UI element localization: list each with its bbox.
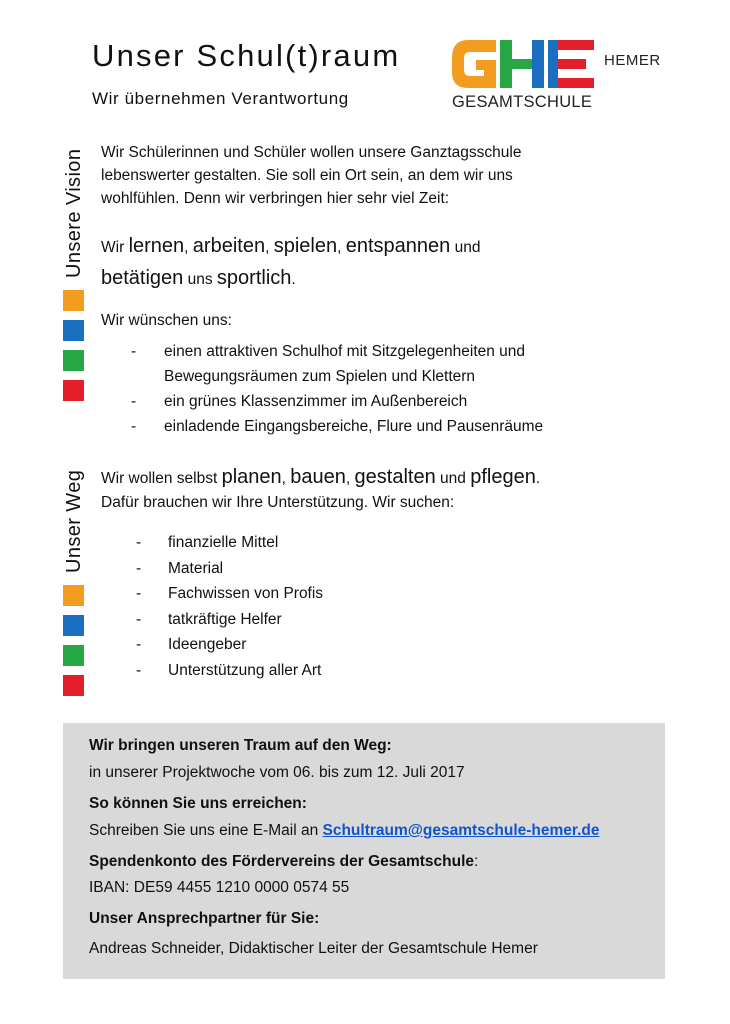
logo-letter-h	[500, 40, 544, 88]
activity-highlight: gestalten	[354, 466, 436, 488]
info-donation-heading-line	[89, 853, 478, 871]
info-heading-contact: So können Sie uns erreichen:	[89, 795, 307, 812]
red-square	[63, 380, 84, 401]
list-marker: -	[136, 610, 142, 628]
list-marker: -	[131, 393, 137, 410]
activity-word: uns	[187, 271, 213, 288]
list-item	[136, 530, 323, 556]
list-marker: -	[131, 418, 137, 435]
list-marker: -	[131, 343, 137, 360]
list-item-text: ein grünes Klassenzimmer im Außenbereich	[164, 393, 468, 410]
logo-letter-g	[452, 40, 496, 88]
separator: .	[291, 271, 296, 288]
vision-activities	[101, 231, 480, 295]
blue-square	[63, 615, 84, 636]
text-line: wohlfühlen. Denn wir verbringen hier sehr viel Zeit:	[101, 190, 450, 207]
info-heading-project: Wir bringen unseren Traum auf den Weg:	[89, 737, 392, 754]
weg-label: Unser Weg	[63, 469, 85, 573]
wish-list	[131, 339, 543, 439]
list-item	[131, 339, 543, 389]
list-item	[136, 556, 323, 582]
activity-word: Wir	[101, 239, 125, 256]
separator: ,	[345, 470, 351, 487]
list-item	[136, 581, 323, 607]
info-person: Andreas Schneider, Didaktischer Leiter der Gesamtschule Hemer	[89, 940, 538, 957]
activity-word: und	[440, 470, 466, 487]
list-item-text: tatkräftige Helfer	[168, 610, 282, 628]
list-marker: -	[136, 661, 142, 679]
list-marker: -	[136, 534, 142, 551]
logo-town: HEMER	[604, 52, 661, 69]
info-iban: IBAN: DE59 4455 1210 0000 0574 55	[89, 879, 350, 896]
list-item-text: einen attraktiven Schulhof mit Sitzgelegenheiten und	[164, 343, 526, 360]
activity-highlight: entspannen	[345, 235, 451, 257]
contact-prefix: Schreiben Sie uns eine E-Mail an	[89, 822, 319, 839]
wish-intro: Wir wünschen uns:	[101, 312, 232, 329]
separator: :	[474, 853, 479, 870]
list-marker: -	[136, 559, 142, 577]
text-line: Wir Schülerinnen und Schüler wollen unsere Ganztagsschule	[101, 144, 522, 161]
list-item	[131, 414, 543, 439]
activity-highlight: bauen	[290, 466, 346, 488]
list-item	[136, 658, 323, 684]
separator: .	[535, 470, 541, 487]
separator: ,	[184, 239, 189, 256]
logo-wordmark: GESAMTSCHULE	[452, 93, 593, 111]
weg-support-text: Dafür brauchen wir Ihre Unterstützung. Wir suchen:	[101, 494, 455, 511]
logo-letter-e	[548, 40, 594, 88]
needs-list	[136, 530, 323, 683]
activity-highlight: planen	[221, 466, 282, 488]
info-heading-person: Unser Ansprechpartner für Sie:	[89, 910, 320, 927]
blue-square	[63, 320, 84, 341]
separator: ,	[265, 239, 270, 256]
separator: ,	[337, 239, 342, 256]
weg-activities	[101, 463, 540, 493]
separator: ,	[281, 470, 286, 487]
list-item-text: Ideengeber	[168, 636, 247, 653]
activity-word: Wir wollen selbst	[101, 470, 218, 487]
green-square	[63, 645, 84, 666]
activity-highlight: betätigen	[101, 267, 184, 289]
activity-highlight: arbeiten	[192, 235, 266, 257]
vision-intro	[101, 141, 521, 210]
list-item-text: Bewegungsräumen zum Spielen und Klettern	[164, 368, 476, 385]
list-item	[136, 632, 323, 658]
vision-label: Unsere Vision	[63, 148, 85, 278]
red-square	[63, 675, 84, 696]
list-item	[136, 607, 323, 633]
activity-highlight: sportlich	[216, 267, 292, 289]
list-item	[131, 389, 543, 414]
orange-square	[63, 290, 84, 311]
list-item-text: einladende Eingangsbereiche, Flure und Pausenräume	[164, 418, 544, 435]
email-link[interactable]: Schultraum@gesamtschule-hemer.de	[322, 822, 600, 839]
green-square	[63, 350, 84, 371]
list-item-text: Unterstützung aller Art	[168, 661, 322, 679]
list-item-text: Fachwissen von Profis	[168, 585, 324, 602]
list-item-text: Material	[168, 559, 224, 577]
page-title: Unser Schul(t)raum	[92, 38, 401, 73]
activity-word: und	[454, 239, 481, 256]
list-marker: -	[136, 585, 142, 602]
page-subtitle: Wir übernehmen Verantwortung	[92, 89, 349, 108]
info-project-dates: in unserer Projektwoche vom 06. bis zum 12. Juli 2017	[89, 764, 465, 781]
text-line: lebenswerter gestalten. Sie soll ein Ort sein, an dem wir uns	[101, 167, 513, 184]
list-item-text: finanzielle Mittel	[168, 534, 279, 551]
orange-square	[63, 585, 84, 606]
activity-highlight: lernen	[128, 235, 185, 257]
activity-highlight: spielen	[273, 235, 338, 257]
activity-highlight: pflegen	[470, 466, 536, 488]
list-marker: -	[136, 636, 142, 653]
info-contact-line	[89, 822, 599, 840]
info-heading-donation: Spendenkonto des Fördervereins der Gesamtschule	[89, 853, 475, 870]
